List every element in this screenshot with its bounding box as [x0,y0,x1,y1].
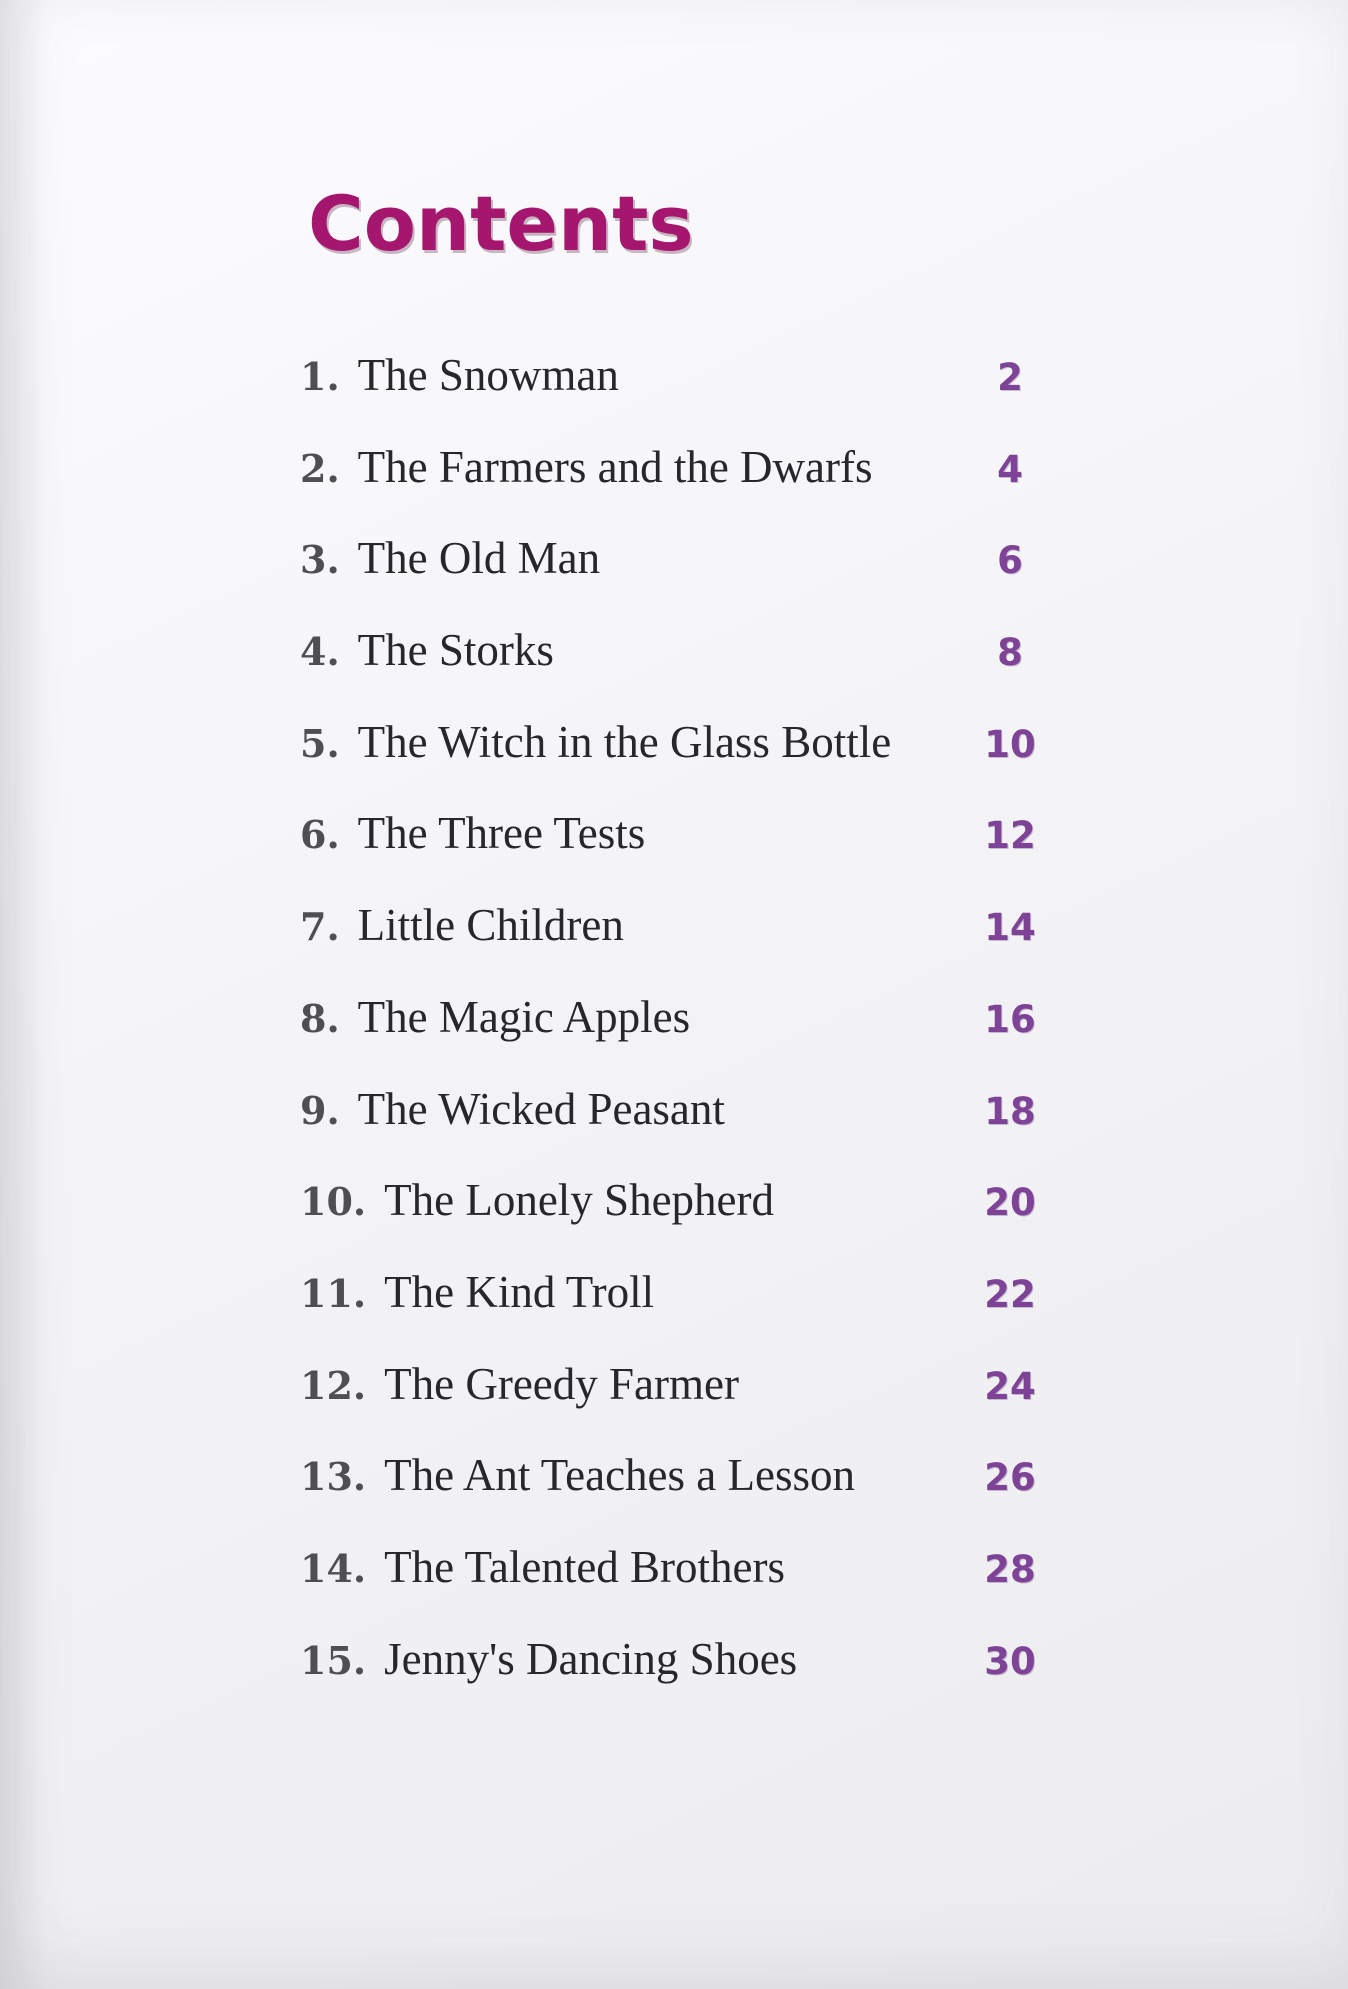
toc-row [300,1154,1060,1246]
toc-entry-title: The Kind Troll [384,1266,655,1317]
toc-entry-page: 30 [984,1639,1036,1683]
toc-row [300,787,1060,879]
page-title: Contents [308,179,694,268]
toc-entry-page: 24 [984,1364,1036,1408]
toc-entry-page: 22 [984,1272,1036,1316]
toc-entry-page: 14 [984,906,1036,950]
toc-entry-number: 6. [300,812,340,858]
toc-row [300,879,1060,971]
toc-entry-number: 9. [300,1087,340,1133]
toc-entry-title: The Witch in the Glass Bottle [357,716,892,767]
toc-row [300,329,1060,421]
toc-entry-page: 18 [984,1089,1036,1133]
toc-entry-page: 16 [984,997,1036,1041]
toc-entry-title: The Talented Brothers [384,1541,786,1592]
toc-entry-page: 28 [984,1547,1036,1591]
page-edge-shadow [0,0,46,1989]
toc-entry-title: The Lonely Shepherd [384,1175,775,1226]
toc-entry-page: 10 [984,722,1036,766]
toc-entry-title: The Old Man [357,533,601,584]
toc-entry-number: 3. [300,537,340,583]
toc-entry-number: 8. [300,995,340,1041]
toc-entry-title: The Magic Apples [357,991,691,1042]
toc-entry-page: 6 [997,539,1023,583]
toc-entry-title: The Wicked Peasant [357,1083,725,1134]
table-of-contents [300,329,1060,1704]
toc-entry-number: 2. [300,445,340,491]
toc-entry-page: 26 [984,1456,1036,1500]
toc-entry-number: 1. [300,354,340,399]
toc-entry-number: 5. [300,720,340,766]
toc-row [300,971,1060,1063]
toc-entry-page: 2 [997,356,1023,399]
toc-entry-number: 12. [300,1362,367,1408]
toc-entry-title: Little Children [357,900,624,951]
toc-entry-number: 7. [300,904,340,950]
toc-entry-number: 4. [300,629,340,675]
toc-row [300,512,1060,604]
toc-entry-number: 10. [300,1179,367,1225]
toc-entry-title: The Three Tests [357,808,646,859]
toc-entry-title: Jenny's Dancing Shoes [384,1633,798,1684]
toc-entry-number: 14. [300,1545,367,1591]
toc-entry-number: 11. [300,1270,367,1316]
toc-entry-title: The Storks [357,625,554,676]
toc-entry-page: 20 [984,1181,1036,1225]
toc-entry-title: The Greedy Farmer [384,1358,739,1409]
toc-row [300,421,1060,513]
toc-row [300,1613,1060,1705]
toc-row [300,1338,1060,1430]
toc-row [300,1063,1060,1155]
toc-row [300,1246,1060,1338]
toc-row [300,1429,1060,1521]
toc-entry-title: The Snowman [357,350,619,400]
toc-entry-number: 15. [300,1637,367,1683]
toc-entry-number: 13. [300,1454,367,1500]
toc-row [300,1521,1060,1613]
toc-entry-title: The Ant Teaches a Lesson [384,1450,855,1501]
toc-entry-page: 8 [997,631,1023,675]
toc-row [300,604,1060,696]
toc-entry-page: 12 [984,814,1036,858]
toc-entry-title: The Farmers and the Dwarfs [357,441,873,492]
toc-entry-page: 4 [997,447,1023,491]
toc-row [300,696,1060,788]
